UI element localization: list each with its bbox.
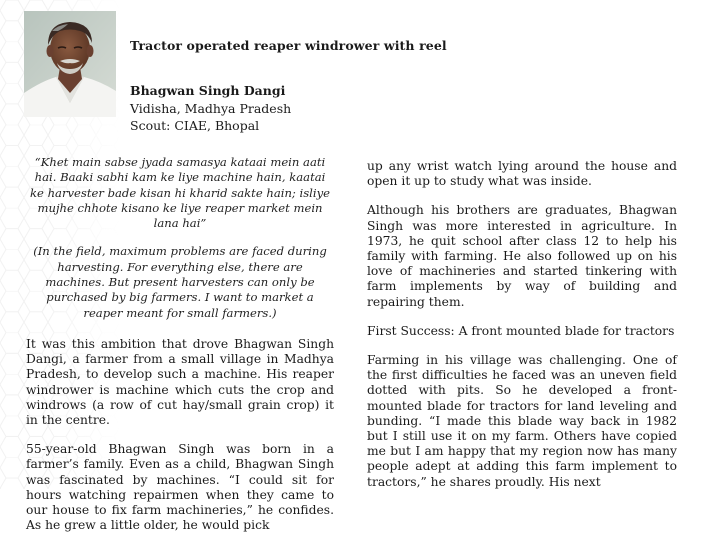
- right-column: [367, 159, 677, 504]
- body-paragraph: Farming in his village was challenging. One of the first difficulties he faced was an uneven field dotted with pits. So he developed a front-mounted blade for tractors for land leveling and bunding. “I made this blade way back in 1982 but I still use it on my farm. Others have copied me but I am happy that my region now has many people adept at adding this farm implement to tractors,” he shares proudly. His next: [367, 353, 677, 489]
- innovator-byline: [130, 82, 291, 135]
- body-paragraph: Although his brothers are graduates, Bhagwan Singh was more interested in agriculture. In 1973, he quit school after class 12 to help his family with farming. He also followed up on his love of machineries and started tinkering with farm implements by way of building and repairing them.: [367, 203, 677, 309]
- article-title: Tractor operated reaper windrower with reel: [130, 38, 447, 53]
- innovator-scout: Scout: CIAE, Bhopal: [130, 118, 260, 133]
- body-paragraph: 55-year-old Bhagwan Singh was born in a farmer’s family. Even as a child, Bhagwan Singh was fascinated by machines. “I could sit for hours watching repairmen when they came to our house to fix farm machineries,” he confides. As he grew a little older, he would pick: [26, 442, 334, 533]
- innovator-location: Vidisha, Madhya Pradesh: [130, 100, 292, 116]
- quote-hindi: “Khet main sabse jyada samasya kataai mein aati hai. Baaki sabhi kam ke liye machine hain, kaatai ke harvester bade kisan hi kharid sakte hain; isliye mujhe chhote kisano ke liye reaper market mein lana hai”: [30, 155, 330, 231]
- quote-translation: (In the field, maximum problems are faced during harvesting. For everything else, there are machines. But present harvesters can only be purchased by big farmers. I want to market a reaper meant for small farmers.): [33, 244, 327, 320]
- left-column: [26, 155, 334, 547]
- portrait-photo-icon: [24, 11, 116, 117]
- body-paragraph: It was this ambition that drove Bhagwan Singh Dangi, a farmer from a small village in Madhya Pradesh, to develop such a machine. His reaper windrower is machine which cuts the crop and windrows (a row of cut hay/small grain crop) it in the centre.: [26, 336, 334, 427]
- innovator-photo: [24, 11, 116, 117]
- body-paragraph: up any wrist watch lying around the house and open it up to study what was inside.: [367, 159, 677, 189]
- section-subheading: First Success: A front mounted blade for tractors: [367, 323, 675, 338]
- innovator-name: Bhagwan Singh Dangi: [130, 83, 286, 98]
